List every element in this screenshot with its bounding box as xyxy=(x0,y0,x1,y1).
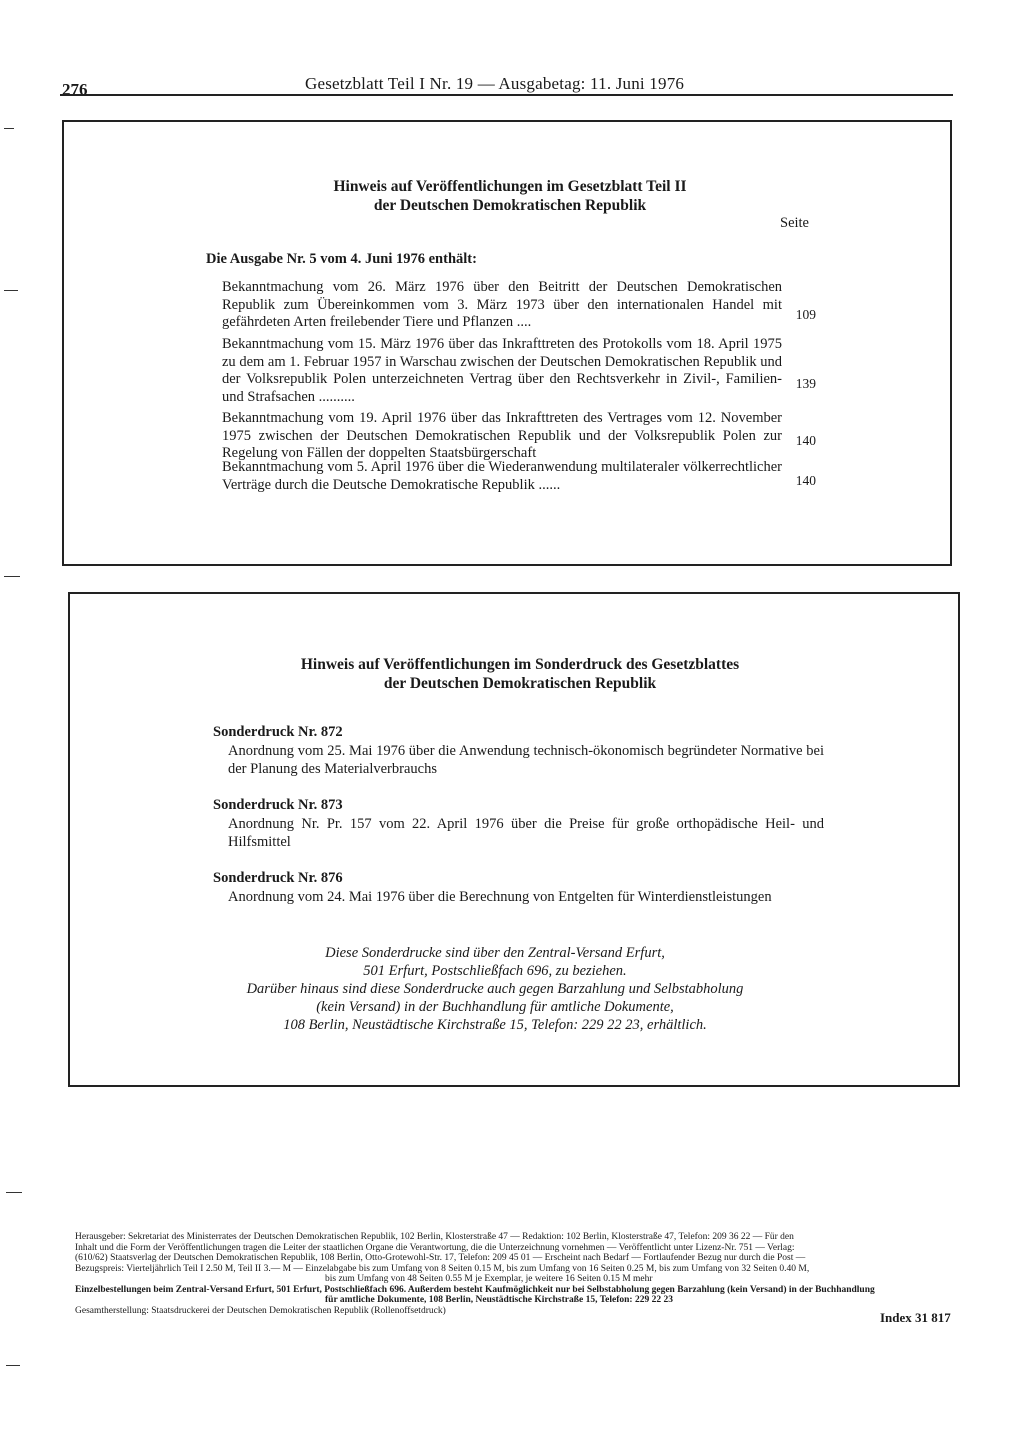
entry-page-2: 139 xyxy=(795,376,816,391)
ordering-note-line2: 501 Erfurt, Postschließfach 696, zu beziehen. xyxy=(363,963,627,979)
section1-heading xyxy=(130,177,890,215)
page-column-label: Seite xyxy=(780,215,809,231)
ordering-note-line4: (kein Versand) in der Buchhandlung für amtliche Dokumente, xyxy=(316,999,674,1015)
gazette-title: Gesetzblatt Teil I Nr. 19 — Ausgabetag: 11. Juni 1976 xyxy=(305,74,685,93)
imprint-line3: (610/62) Staatsverlag der Deutschen Demokratischen Republik, 108 Berlin, Otto-Grotewohl-Str. 17, Telefon: 209 45 01 — Erscheint nach Bedarf — Fortlaufender Bezug nur durch die Post — xyxy=(75,1253,806,1263)
imprint-line1: Herausgeber: Sekretariat des Ministerrates der Deutschen Demokratischen Republik, 102 Berlin, Klosterstraße 47 — Redaktion: 102 Berlin, Klosterstraße 47, Telefon: 209 36 22 — Für den xyxy=(75,1232,794,1242)
ordering-note-line1: Diese Sonderdrucke sind über den Zentral-Versand Erfurt, xyxy=(325,945,665,961)
imprint xyxy=(75,1232,975,1316)
section2-heading xyxy=(130,655,910,693)
entry-text-3: Bekanntmachung vom 19. April 1976 über das Inkrafttreten des Vertrages vom 12. November 1975 zwischen der Deutschen Demokratischen Republik und der Volksrepublik Polen zur Regelung von Fällen der doppelten Staatsbürgerschaft xyxy=(222,410,782,461)
sonderdruck-text-872: Anordnung vom 25. Mai 1976 über die Anwendung technisch-ökonomisch begründeter Normative bei der Planung des Materialverbrauchs xyxy=(228,743,824,777)
index-number: Index 31 817 xyxy=(880,1310,951,1325)
margin-mark xyxy=(4,576,20,577)
margin-mark xyxy=(4,290,18,291)
section2-heading-line2: der Deutschen Demokratischen Republik xyxy=(383,675,657,692)
section1-heading-line2: der Deutschen Demokratischen Republik xyxy=(373,197,647,214)
margin-mark xyxy=(4,128,14,129)
entry-page-1: 109 xyxy=(795,307,816,322)
imprint-line2: Inhalt und die Form der Veröffentlichungen tragen die Leiter der staatlichen Organe die Verantwortung, die die Unterzeichnung vornehmen — Veröffentlicht unter Lizenz-Nr. 751 — Verlag: xyxy=(75,1242,795,1253)
imprint-line8: Gesamtherstellung: Staatsdruckerei der Deutschen Demokratischen Republik (Rollenoffsetdruck) xyxy=(75,1305,446,1316)
margin-mark xyxy=(6,1365,20,1366)
entry-text-1: Bekanntmachung vom 26. März 1976 über den Beitritt der Deutschen Demokratischen Republik zum Übereinkommen vom 3. März 1973 über den internationalen Handel mit gefährdeten Arten freilebender Tiere und Pflanzen .... xyxy=(222,279,782,330)
section1-heading-line1: Hinweis auf Veröffentlichungen im Gesetzblatt Teil II xyxy=(333,178,687,195)
imprint-line6: Einzelbestellungen beim Zentral-Versand Erfurt, 501 Erfurt, Postschließfach 696. Außerdem besteht Kaufmöglichkeit nur bei Selbstabholung gegen Barzahlung (kein Versand) in der Buchhandlung xyxy=(75,1284,875,1295)
issue-line: Die Ausgabe Nr. 5 vom 4. Juni 1976 enthält: xyxy=(206,251,477,267)
sonderdruck-text-873: Anordnung Nr. Pr. 157 vom 22. April 1976 über die Preise für große orthopädische Heil- und Hilfsmittel xyxy=(228,816,824,850)
imprint-line4: Bezugspreis: Vierteljährlich Teil I 2.50 M, Teil II 3.— M — Einzelabgabe bis zum Umfang von 8 Seiten 0.15 M, bis zum Umfang von 16 Seiten 0.25 M, bis zum Umfang von 32 Seiten 0.40 M, xyxy=(75,1263,810,1274)
header-rule xyxy=(60,94,953,96)
sonderdruck-text-876: Anordnung vom 24. Mai 1976 über die Berechnung von Entgelten für Winterdienstleistungen xyxy=(228,889,772,905)
entry-text-2: Bekanntmachung vom 15. März 1976 über das Inkrafttreten des Protokolls vom 18. April 1975 zu dem am 1. Februar 1957 in Warschau zwischen der Deutschen Demokratischen Republik und der Volksrepublik Polen unterzeichneten Vertrag über den Rechtsverkehr in Zivil-, Familien- und Strafsachen .......... xyxy=(222,336,782,405)
ordering-note-line5: 108 Berlin, Neustädtische Kirchstraße 15, Telefon: 229 22 23, erhältlich. xyxy=(283,1017,707,1033)
imprint-line7: für amtliche Dokumente, 108 Berlin, Neustädtische Kirchstraße 15, Telefon: 229 22 23 xyxy=(325,1295,673,1305)
ordering-note xyxy=(175,944,815,1034)
section2-heading-line1: Hinweis auf Veröffentlichungen im Sonderdruck des Gesetzblattes xyxy=(300,656,740,673)
imprint-line5: bis zum Umfang von 48 Seiten 0.55 M je Exemplar, je weitere 16 Seiten 0.15 M mehr xyxy=(325,1274,653,1284)
ordering-note-line3: Darüber hinaus sind diese Sonderdrucke auch gegen Barzahlung und Selbstabholung xyxy=(246,981,744,997)
sonderdruck-title-876: Sonderdruck Nr. 876 xyxy=(213,870,343,886)
page-number: 276 xyxy=(62,80,88,99)
entry-page-4: 140 xyxy=(795,473,816,488)
margin-mark xyxy=(6,1192,22,1193)
entry-text-4: Bekanntmachung vom 5. April 1976 über die Wiederanwendung multilateraler völkerrechtlicher Verträge durch die Deutsche Demokratische Republik ...... xyxy=(222,459,782,493)
sonderdruck-title-873: Sonderdruck Nr. 873 xyxy=(213,797,343,813)
entry-page-3: 140 xyxy=(795,433,816,448)
sonderdruck-title-872: Sonderdruck Nr. 872 xyxy=(213,724,343,740)
